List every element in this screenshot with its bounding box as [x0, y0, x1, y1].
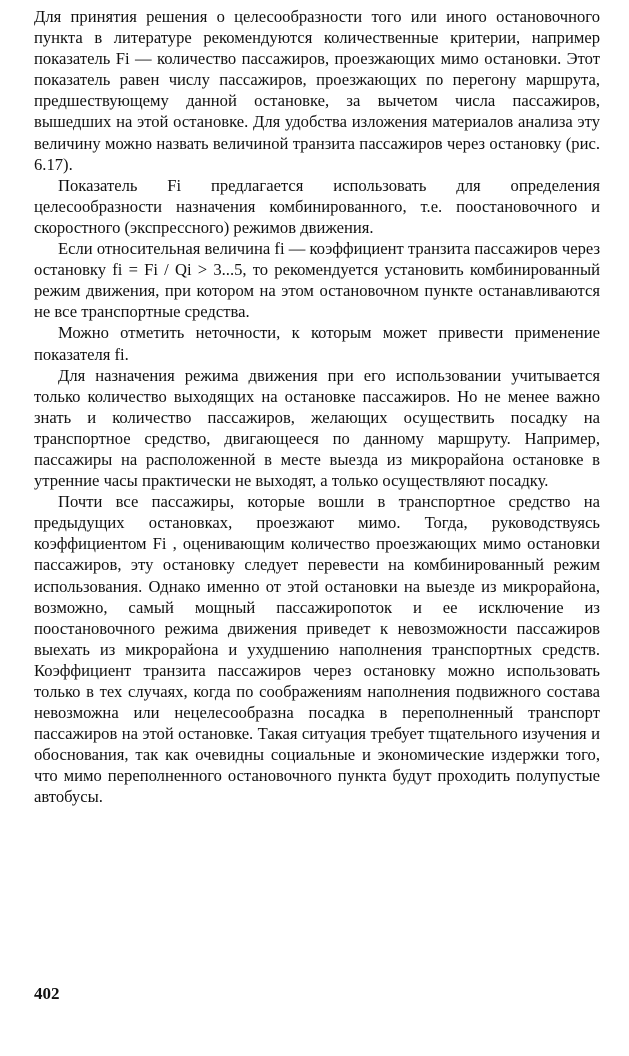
paragraph-1: Для принятия решения о целесообразности того или иного остановочного пункта в литературе рекомендуются количественные критерии, например показатель Fi — количество пассажиров, проезжающих мимо остановки. Этот показатель равен числу пассажиров, проезжающих по перегону маршрута, предшествующему данной остановке, за вычетом числа пассажиров, вышедших на этой остановке. Для удобства изложения материалов анализа эту величину можно назвать величиной транзита пассажиров через остановку (рис. 6.17).	[34, 7, 600, 174]
page-body	[34, 6, 600, 808]
paragraph-5: Для назначения режима движения при его использовании учитывается только количество выходящих на остановке пассажиров. Но не менее важно знать и количество пассажиров, желающих осуществить посадку на транспортное средство, двигающееся по данному маршруту. Например, пассажиры на расположенной в месте выезда из микрорайона остановке в утренние часы практически не выходят, а только осуществляют посадку.	[34, 365, 600, 491]
paragraph-4: Можно отметить неточности, к которым может привести применение показателя fi.	[34, 323, 600, 364]
paragraph-6: Почти все пассажиры, которые вошли в транспортное средство на предыдущих остановках, проезжают мимо. Тогда, руководствуясь коэффициентом Fi , оценивающим количество проезжающих мимо остановки пассажиров, эту остановку следует перевести на комбинированный режим использования. Однако именно от этой остановки на выезде из микрорайона, возможно, самый мощный пассажиропоток и ее исключение из поостановочного режима движения приведет к невозможности пассажиров выехать из микрорайона и ухудшению наполнения транспортных средств. Коэффициент транзита пассажиров через остановку можно использовать только в тех случаях, когда по соображениям наполнения подвижного состава невозможна или нецелесообразна посадка в переполненный транспорт пассажиров на этой остановке. Такая ситуация требует тщательного изучения и обоснования, так как очевидны социальные и экономические издержки того, что мимо переполненного остановочного пункта будут проходить полупустые автобусы.	[34, 492, 600, 807]
paragraph-2: Показатель Fi предлагается использовать для определения целесообразности назначения комбинированного, т.е. поостановочного и скоростного (экспрессного) режимов движения.	[34, 175, 600, 237]
paragraph-3: Если относительная величина fi — коэффициент транзита пассажиров через остановку fi = Fi / Qi > 3...5, то рекомендуется установить комбинированный режим движения, при котором на этом остановочном пункте останавливаются не все транспортные средства.	[34, 239, 600, 322]
page-number: 402	[34, 984, 60, 1003]
